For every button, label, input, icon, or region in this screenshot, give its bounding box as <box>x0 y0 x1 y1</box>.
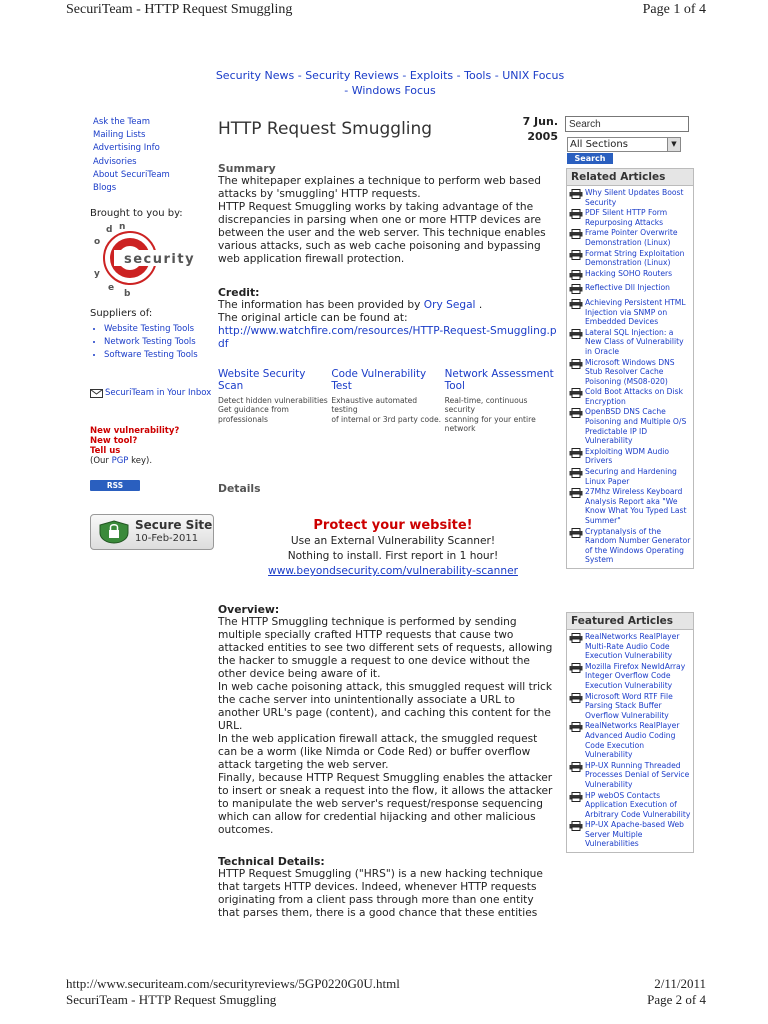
printer-icon[interactable] <box>569 792 583 820</box>
summary-section <box>218 162 558 266</box>
details-heading: Details <box>218 482 261 495</box>
printer-icon[interactable] <box>569 633 583 661</box>
brought-to-you-label: Brought to you by: <box>90 208 183 219</box>
printer-icon[interactable] <box>569 388 583 406</box>
supplier-software-testing[interactable]: • Software Testing Tools <box>104 349 198 362</box>
featured-article-item[interactable] <box>569 791 691 820</box>
printer-icon[interactable] <box>569 359 583 387</box>
printer-icon[interactable] <box>569 329 583 357</box>
related-article-link[interactable]: Exploiting WDM Audio Drivers <box>585 446 670 466</box>
credit-line2: The original article can be found at: <box>218 312 408 324</box>
print-footer-date: 2/11/2011 <box>654 976 706 991</box>
related-article-item[interactable] <box>569 298 691 327</box>
featured-article-item[interactable] <box>569 662 691 691</box>
featured-article-item[interactable] <box>569 721 691 759</box>
print-footer-row1 <box>66 976 706 992</box>
related-article-item[interactable] <box>569 283 691 297</box>
credit-url-link[interactable]: http://www.watchfire.com/resources/HTTP-Request-Smuggling.pdf <box>218 325 557 350</box>
featured-article-item[interactable] <box>569 761 691 790</box>
article-title: HTTP Request Smuggling <box>218 119 433 139</box>
print-header <box>66 2 706 18</box>
new-tool-line[interactable]: New tool? <box>90 436 138 446</box>
supplier-network-testing[interactable]: • Network Testing Tools <box>104 336 198 349</box>
related-article-item[interactable] <box>569 387 691 406</box>
ad-column-title[interactable]: Network Assessment Tool <box>444 368 554 392</box>
section-select[interactable] <box>567 137 681 152</box>
ad-column <box>445 368 556 434</box>
related-article-link[interactable]: Cold Boot Attacks on Disk Encryption <box>585 387 683 406</box>
chevron-down-icon[interactable]: ▼ <box>667 138 680 151</box>
credit-heading: Credit: <box>218 286 260 299</box>
nav-exploits[interactable]: Exploits <box>409 69 454 82</box>
related-article-link[interactable]: Microsoft Windows DNS Stub Resolver Cache Poisoning (MS08-020) <box>585 357 675 386</box>
featured-article-link[interactable]: HP-UX Running Threaded Processes Denial of Service Vulnerability <box>585 760 690 789</box>
ad-column <box>218 368 329 434</box>
ad-column-desc: Detect hidden vulnerabilities <box>218 396 328 405</box>
ad-column <box>331 368 442 434</box>
details-heading-wrap <box>218 482 558 495</box>
credit-line: The information has been provided by Ory Segal . <box>218 299 483 311</box>
related-article-link[interactable]: PDF Silent HTTP Form Repurposing Attacks <box>585 208 668 227</box>
related-articles-heading: Related Articles <box>567 169 693 186</box>
related-article-link[interactable]: Securing and Hardening Linux Paper <box>585 467 677 486</box>
related-article-link[interactable]: Why Silent Updates Boost Security <box>585 188 684 207</box>
suppliers-heading: Suppliers of: <box>90 308 153 319</box>
ad-column-desc: scanning for your entire network <box>444 414 536 434</box>
related-article-link[interactable]: 27Mhz Wireless Keyboard Analysis Report aka "We Know What You Typed Last Summer" <box>585 487 687 525</box>
related-article-link[interactable]: Frame Pointer Overwrite Demonstration (Linux) <box>585 228 678 247</box>
leftnav-advisories[interactable]: Advisories <box>93 156 137 167</box>
promo-box <box>218 518 568 579</box>
related-article-link[interactable]: Hacking SOHO Routers <box>585 268 673 278</box>
nav-unix-focus[interactable]: UNIX Focus <box>502 69 565 82</box>
leftnav-about-securiteam[interactable]: About SecuriTeam <box>93 169 170 180</box>
related-article-item[interactable] <box>569 467 691 486</box>
promo-line1: Use an External Vulnerability Scanner! <box>290 535 496 547</box>
printer-icon[interactable] <box>569 488 583 525</box>
logo-letter: o <box>94 237 101 247</box>
summary-heading: Summary <box>218 162 276 175</box>
related-article-item[interactable] <box>569 527 691 565</box>
related-article-item[interactable] <box>569 208 691 227</box>
technical-text: HTTP Request Smuggling ("HRS") is a new hacking technique that targets HTTP devices. Indeed, whenever HTTP requests originating from a client pass through more than one entity that parses them, there is a good chance that these entities <box>218 868 543 919</box>
printer-icon[interactable] <box>569 250 583 268</box>
related-article-item[interactable] <box>569 249 691 268</box>
featured-articles-heading: Featured Articles <box>567 613 693 630</box>
promo-headline: Protect your website! <box>313 518 473 533</box>
printer-icon[interactable] <box>569 299 583 327</box>
featured-articles-list <box>567 630 693 852</box>
beyond-security-logo[interactable] <box>86 220 212 298</box>
printer-icon[interactable] <box>569 408 583 445</box>
printer-icon[interactable] <box>569 448 583 466</box>
ad-column-desc: Get guidance from professionals <box>218 405 289 424</box>
ad-column-desc: Real-time, continuous security <box>444 396 528 415</box>
print-footer-title: SecuriTeam - HTTP Request Smuggling <box>66 992 277 1007</box>
printer-icon[interactable] <box>569 209 583 227</box>
logo-letter: n <box>119 222 126 232</box>
supplier-website-testing[interactable]: • Website Testing Tools <box>104 323 198 336</box>
printer-icon[interactable] <box>569 821 583 849</box>
summary-text: The whitepaper explaines a technique to perform web based attacks by 'smuggling' HTTP requests. HTTP Request Smuggling works by taking advantage of the discrepancies in parsing when one or more HTTP devices are between the user and the web server. This technique enables various attacks, such as web cache poisoning and bypassing web application firewall protection. <box>218 175 546 265</box>
print-footer-row2 <box>66 992 706 1008</box>
printer-icon[interactable] <box>569 270 583 283</box>
printer-icon[interactable] <box>569 693 583 721</box>
secure-site-badge[interactable] <box>90 514 214 550</box>
inbox-link[interactable] <box>90 388 211 398</box>
section-select-value: All Sections <box>570 139 628 150</box>
secure-site-title: Secure Site <box>135 518 213 532</box>
related-article-item[interactable] <box>569 228 691 247</box>
printer-icon[interactable] <box>569 663 583 691</box>
related-article-item[interactable] <box>569 358 691 387</box>
search-button[interactable]: Search <box>567 153 613 164</box>
pgp-link[interactable]: PGP <box>111 456 129 466</box>
technical-section <box>218 855 558 920</box>
related-article-item[interactable] <box>569 407 691 445</box>
related-article-link[interactable]: Lateral SQL Injection: a New Class of Vulnerability in Oracle <box>585 327 684 356</box>
nav-security-reviews[interactable]: Security Reviews <box>305 69 399 82</box>
printer-icon[interactable] <box>569 229 583 247</box>
logo-letter: e <box>108 283 115 293</box>
technical-heading: Technical Details: <box>218 855 325 868</box>
search-input[interactable] <box>565 116 689 132</box>
left-navigation <box>93 116 170 195</box>
credit-author-link[interactable]: Ory Segal <box>423 299 476 311</box>
printer-icon[interactable] <box>569 284 583 297</box>
related-article-link[interactable]: Cryptanalysis of the Random Number Generator of the Windows Operating System <box>585 526 691 565</box>
related-article-item[interactable] <box>569 188 691 207</box>
tell-us-link[interactable]: Tell us <box>90 446 121 456</box>
printer-icon[interactable] <box>569 528 583 565</box>
featured-articles-panel <box>566 612 694 853</box>
new-vuln-line[interactable]: New vulnerability? <box>90 426 180 436</box>
overview-heading: Overview: <box>218 603 280 616</box>
print-footer-url: http://www.securiteam.com/securityreviews/5GP0220G0U.html <box>66 976 400 991</box>
new-vulnerability-box <box>90 426 179 466</box>
related-article-link[interactable]: Achieving Persistent HTML Injection via SNMP on Embedded Devices <box>585 297 686 327</box>
credit-section <box>218 286 558 351</box>
rss-button[interactable]: RSS <box>90 480 140 491</box>
leftnav-mailing-lists[interactable]: Mailing Lists <box>93 130 146 141</box>
featured-article-link[interactable]: HP-UX Apache-based Web Server Multiple Vulnerabilities <box>585 820 684 849</box>
nav-tools[interactable]: Tools <box>464 69 492 82</box>
suppliers-box <box>90 308 198 362</box>
related-article-item[interactable] <box>569 487 691 525</box>
promo-link[interactable]: www.beyondsecurity.com/vulnerability-scanner <box>268 565 518 577</box>
featured-article-link[interactable]: Mozilla Firefox NewIdArray Integer Overflow Code Execution Vulnerability <box>585 661 686 690</box>
featured-article-link[interactable]: RealNetworks RealPlayer Multi-Rate Audio Code Execution Vulnerability <box>585 632 680 661</box>
ad-column-title[interactable]: Code Vulnerability Test <box>331 368 427 392</box>
featured-article-link[interactable]: RealNetworks RealPlayer Advanced Audio Coding Code Execution Vulnerability <box>585 721 680 760</box>
nav-windows-focus[interactable]: Windows Focus <box>351 84 436 97</box>
promo-line2: Nothing to install. First report in 1 hour! <box>287 550 499 562</box>
print-footer-page: Page 2 of 4 <box>647 992 706 1007</box>
related-article-item[interactable] <box>569 447 691 466</box>
featured-article-item[interactable] <box>569 820 691 849</box>
featured-article-link[interactable]: HP webOS Contacts Application Execution of Arbitrary Code Vulnerability <box>585 790 691 819</box>
ad-column-desc: Exhaustive automated testing <box>331 396 418 415</box>
logo-wordmark: security <box>124 252 196 267</box>
featured-article-item[interactable] <box>569 692 691 721</box>
secure-site-date: 10-Feb-2011 <box>135 533 199 544</box>
logo-letter: y <box>94 269 100 279</box>
logo-letter: d <box>106 225 113 235</box>
related-article-link[interactable]: Format String Exploitation Demonstration (Linux) <box>585 248 685 268</box>
related-article-link[interactable]: Reflective Dll Injection <box>585 283 670 293</box>
overview-text: The HTTP Smuggling technique is performed by sending multiple specially crafted HTTP requests that cause two attacked entities to see two different sets of requests, allowing the hacker to smuggle a request to one device without the other device being aware of it. In web cache poisoning attack, this smuggled request will trick the cache server into unintentionally associate a URL to another URL's page (content), and caching this content for the URL. In the web application firewall attack, the smuggled request can be a worm (like Nimda or Code Red) or buffer overflow attack targeting the web server. Finally, because HTTP Request Smuggling enables the attacker to insert or sneak a request into the flow, it allows the attacker to manipulate the web server's request/response sequencing which can allow for credential hijacking and other malicious outcomes. <box>218 616 553 836</box>
nav-security-news[interactable]: Security News <box>215 69 295 82</box>
leftnav-blogs[interactable]: Blogs <box>93 183 117 194</box>
printer-icon[interactable] <box>569 762 583 790</box>
print-header-page: Page 1 of 4 <box>642 2 706 17</box>
related-article-item[interactable] <box>569 269 691 283</box>
printer-icon[interactable] <box>569 722 583 759</box>
article-date: 7 Jun. 2005 <box>522 115 558 143</box>
ad-column-desc: of internal or 3rd party code. <box>331 414 442 424</box>
related-article-item[interactable] <box>569 328 691 357</box>
logo-letter: b <box>124 289 131 298</box>
printer-icon[interactable] <box>569 468 583 486</box>
envelope-icon <box>90 389 103 398</box>
leftnav-advertising-info[interactable]: Advertising Info <box>93 143 160 154</box>
inbox-link-label: SecuriTeam in Your Inbox <box>105 388 212 398</box>
ad-column-title[interactable]: Website Security Scan <box>218 368 306 392</box>
pgp-line: (Our PGP key). <box>90 456 153 466</box>
printer-icon[interactable] <box>569 189 583 207</box>
top-navigation: Security News - Security Reviews - Exploits - Tools - UNIX Focus - Windows Focus <box>215 69 565 97</box>
leftnav-ask-the-team[interactable]: Ask the Team <box>93 117 150 127</box>
ad-columns <box>218 368 558 434</box>
related-articles-panel <box>566 168 694 569</box>
featured-article-link[interactable]: Microsoft Word RTF File Parsing Stack Buffer Overflow Vulnerability <box>585 691 673 720</box>
print-header-title: SecuriTeam - HTTP Request Smuggling <box>66 2 293 17</box>
overview-section <box>218 603 558 837</box>
featured-article-item[interactable] <box>569 632 691 661</box>
related-article-link[interactable]: OpenBSD DNS Cache Poisoning and Multiple O/S Predictable IP ID Vulnerability <box>585 407 687 446</box>
shield-lock-icon <box>97 520 131 544</box>
related-articles-list <box>567 186 693 568</box>
print-footer <box>66 976 706 1008</box>
